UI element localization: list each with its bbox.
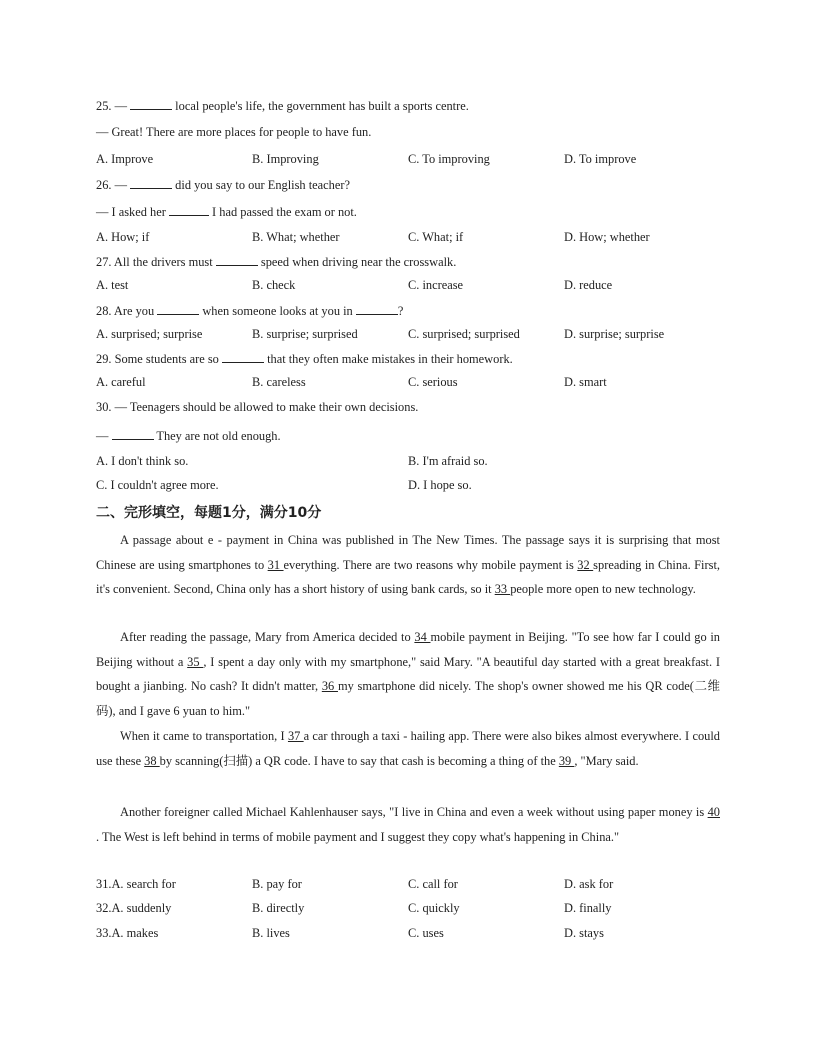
answer-blank (157, 302, 199, 315)
answer-blank (130, 176, 172, 189)
answer-blank (112, 427, 154, 440)
option-a: A. careful (96, 375, 146, 389)
option-c: C. serious (408, 375, 458, 389)
option-b: B. Improving (252, 152, 319, 166)
question-29: 29. Some students are so that they often make mistakes in their homework. (96, 352, 513, 366)
cloze-blank-38: 38 (144, 753, 160, 768)
option-a: 33.A. makes (96, 926, 159, 940)
option-c: C. uses (408, 926, 444, 940)
cloze-blank-33: 33 (494, 582, 511, 597)
option-b: B. surprise; surprised (252, 327, 358, 341)
answer-blank (356, 302, 398, 315)
option-a: A. Improve (96, 152, 154, 166)
question-25: 25. — local people's life, the government has built a sports centre. (96, 99, 469, 113)
question-26-reply: — I asked her I had passed the exam or not. (96, 205, 357, 219)
option-c: C. What; if (408, 230, 464, 244)
option-b: B. I'm afraid so. (408, 454, 488, 468)
passage-paragraph-3: When it came to transportation, I 37 a car through a taxi - hailing app. There were also bikes almost everywhere. I could use these 38 by scanning(扫描) a QR code. I have to say that cash is becoming a thing of the 39 , "Mary said. (96, 729, 720, 768)
option-b: B. directly (252, 901, 305, 915)
cloze-blank-35: 35 (187, 654, 204, 669)
passage-paragraph-1: A passage about e - payment in China was published in The New Times. The passage says it is surprising that most Chinese are using smartphones to 31 everything. There are two reasons why mobile payment is 32 spreading in China. First, it's convenient. Second, China only has a short history of using bank cards, so it 33 people more open to new technology. (96, 533, 720, 597)
question-28: 28. Are you when someone looks at you in ? (96, 304, 404, 318)
option-b: B. lives (252, 926, 290, 940)
option-d: D. finally (564, 901, 612, 915)
question-25-reply: — Great! There are more places for people to have fun. (96, 125, 372, 139)
cloze-blank-32: 32 (577, 557, 594, 572)
passage-paragraph-2: After reading the passage, Mary from America decided to 34 mobile payment in Beijing. "To see how far I could go in Beijing without a 35 , I spent a day only with my smartphone," said Mary. "A beautiful day started with a great breakfast. I bought a jianbing. No cash? It didn't matter, 36 my smartphone did nicely. The shop's owner showed me his QR code(二维码), and I gave 6 yuan to him." (96, 630, 720, 718)
option-b: B. What; whether (252, 230, 340, 244)
option-b: B. check (252, 278, 296, 292)
question-30: 30. — Teenagers should be allowed to make their own decisions. (96, 400, 419, 414)
option-a: A. test (96, 278, 129, 292)
answer-blank (169, 203, 209, 216)
option-c: C. quickly (408, 901, 460, 915)
answer-blank (222, 350, 264, 363)
option-a: 32.A. suddenly (96, 901, 172, 915)
cloze-blank-34: 34 (414, 630, 431, 644)
option-d: D. stays (564, 926, 604, 940)
option-d: D. How; whether (564, 230, 650, 244)
option-c: C. call for (408, 877, 458, 891)
option-b: B. careless (252, 375, 306, 389)
question-30-reply: — They are not old enough. (96, 429, 281, 443)
option-c: C. To improving (408, 152, 490, 166)
cloze-blank-40: 40 (707, 805, 720, 819)
answer-blank (130, 97, 172, 110)
answer-blank (216, 253, 258, 266)
option-d: D. ask for (564, 877, 614, 891)
cloze-blank-37: 37 (287, 729, 304, 743)
option-c: C. increase (408, 278, 464, 292)
passage-paragraph-4: Another foreigner called Michael Kahlenhauser says, "I live in China and even a week without using paper money is 40 . The West is left behind in terms of mobile payment and I suggest they copy what's happening in China." (96, 805, 720, 844)
cloze-blank-36: 36 (321, 679, 338, 694)
option-c: C. surprised; surprised (408, 327, 520, 341)
option-d: D. surprise; surprise (564, 327, 665, 341)
question-26: 26. — did you say to our English teacher? (96, 178, 350, 192)
option-a: A. How; if (96, 230, 150, 244)
cloze-blank-39: 39 (558, 753, 575, 768)
option-b: B. pay for (252, 877, 302, 891)
cloze-blank-31: 31 (267, 557, 284, 572)
option-d: D. reduce (564, 278, 613, 292)
option-a: A. surprised; surprise (96, 327, 203, 341)
option-d: D. I hope so. (408, 478, 472, 492)
option-c: C. I couldn't agree more. (96, 478, 219, 492)
question-27: 27. All the drivers must speed when driving near the crosswalk. (96, 255, 457, 269)
option-a: A. I don't think so. (96, 454, 189, 468)
option-d: D. To improve (564, 152, 637, 166)
option-d: D. smart (564, 375, 607, 389)
section-heading: 二、完形填空，每题1分，满分10分 (96, 505, 322, 521)
option-a: 31.A. search for (96, 877, 176, 891)
